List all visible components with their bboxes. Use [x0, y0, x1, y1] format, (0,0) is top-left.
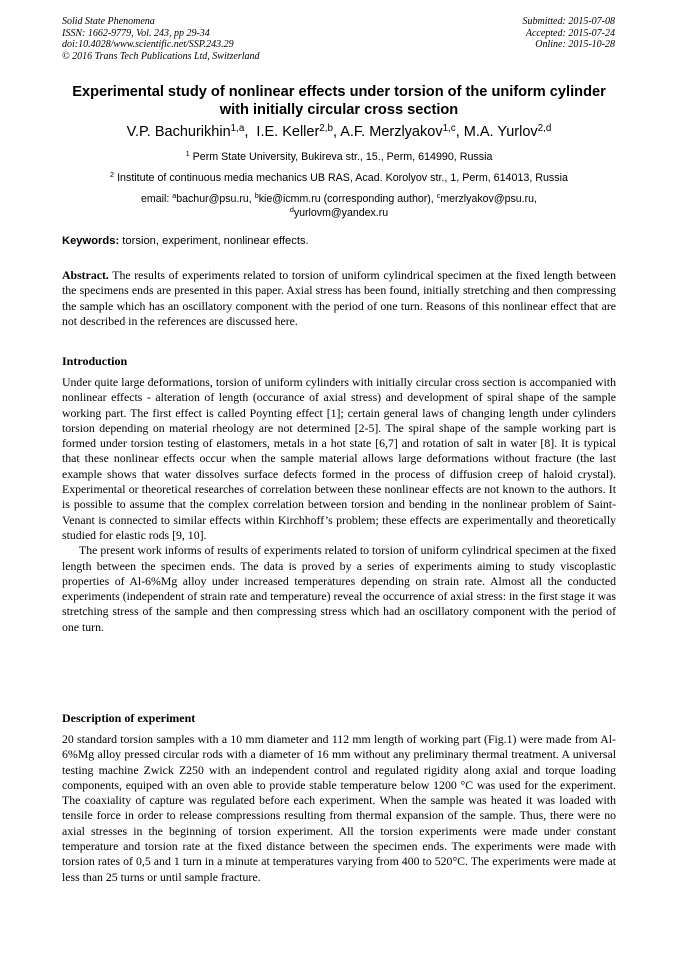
author-superscript: 1,c [442, 123, 456, 135]
abstract-label: Abstract. [62, 268, 109, 282]
journal-name: Solid State Phenomena [62, 16, 155, 27]
email-superscript: a [172, 191, 177, 201]
email-superscript: b [254, 191, 259, 201]
email-superscript: c [436, 191, 441, 201]
online-date: Online: 2015-10-28 [535, 39, 615, 51]
introduction-body [62, 375, 616, 635]
author-superscript: 2,b [319, 123, 333, 135]
keywords [62, 234, 616, 248]
journal-header [62, 16, 260, 62]
description-paragraph-1: 20 standard torsion samples with a 10 mm diameter and 112 mm length of working part (Fig.1) were made from Al-6%Mg alloy pressed circular rods with a diameter of 16 mm without any preliminary thermal treatment. A universal testing machine Zwick Z250 with an independent control and regulated rigidity along axial and torque loading components, equiped with an oven able to provide stable temperature below 1200 °C was used for the experiment. The coaxiality of capture was regulated before each experiment. When the sample was heated it was loaded with tensile force in order to release compressions resulting from thermal expansion of the sample. Thus, there were no axial stresses in the beginning of torsion experiment. All the torsion experiments were made under constant temperature and torsion rate at the fixed distance between the specimen ends. The experiments were made with torsion rates of 0,5 and 1 turn in a minute at temperatures varying from 400 to 520°C. The experiments were made at less than 25 turns or until sample fracture. [62, 732, 616, 884]
abstract [62, 268, 616, 329]
accepted-date: Accepted: 2015-07-24 [525, 27, 615, 39]
submitted-date: Submitted: 2015-07-08 [522, 16, 615, 27]
paper-title: Experimental study of nonlinear effects under torsion of the uniform cylinder with initially circular cross section [72, 84, 606, 118]
email-b[interactable]: kie@icmm.ru (corresponding author), [258, 193, 437, 205]
email-d[interactable]: yurlovm@yandex.ru [293, 207, 389, 219]
journal-doi: doi:10.4028/www.scientific.net/SSP.243.29 [62, 39, 234, 51]
author-name: V.P. Bachurikhin [126, 124, 231, 140]
description-body [62, 732, 616, 885]
affiliation-1 [40, 150, 638, 164]
author-list: V.P. Bachurikhin$^{1,a}$, I.E. Keller$^{2,b}$, A.F. Merzlyakov$^{1,c}$, M.A. Yurlov$^{2,d}$ [126, 123, 552, 140]
affiliation-text: Perm State University, Bukireva str., 15., Perm, 614990, Russia [192, 151, 493, 163]
affiliation-superscript: 2 [110, 170, 115, 180]
affiliation-superscript: 1 [185, 149, 190, 159]
author-name: A.F. Merzlyakov [340, 124, 443, 140]
keywords-text: torsion, experiment, nonlinear effects. [119, 235, 309, 247]
email-a[interactable]: bachur@psu.ru, [176, 193, 255, 205]
email-c[interactable]: merzlyakov@psu.ru, [440, 193, 537, 205]
journal-copyright: © 2016 Trans Tech Publications Ltd, Switzerland [62, 50, 260, 62]
keywords-label: Keywords: [62, 235, 120, 247]
email-list [62, 192, 616, 220]
abstract-text: The results of experiments related to torsion of uniform cylindrical specimen at the fixed length between the specimens ends are presented in this paper. Axial stress has been found, initially stretching and then compressing the sample which has an oscillatory component with the period of one turn. Reasons of this nonlinear effect that are not described in the references are discussed here. [62, 268, 616, 328]
affiliation-text: Institute of continuous media mechanics UB RAS, Acad. Korolyov str., 1, Perm, 614013, Russia [117, 172, 568, 184]
journal-issn: ISSN: 1662-9779, Vol. 243, pp 29-34 [62, 27, 210, 39]
author-name: M.A. Yurlov [463, 124, 538, 140]
introduction-paragraph-2: The present work informs of results of experiments related to torsion of uniform cylindrical specimen at the fixed length between the specimen ends. The data is proved by a series of experiments aiming to study viscoplastic properties of Al-6%Mg alloy under increased temperatures depending on strain rate. Almost all the conducted experiments (independent of strain rate and temperature) reveal the occurrence of axial stress: in the first stage it was stretching stress of the sample and then compressing stress which had an oscillatory component with the period of one turn. [62, 543, 616, 634]
introduction-paragraph-1: Under quite large deformations, torsion of uniform cylinders with initially circular cross section is accompanied with nonlinear effects - alteration of length (occurance of axial stress) and development of spiral shape of the sample working part. The first effect is called Poynting effect [1]; certain general laws of changing length under cylinders torsion depending on material rheology are not determined [2-5]. The spiral shape of the sample working part is formed under torsion testing of elastomers, metals in a hot state [6,7] and rotation of salt in water [8]. It is typical that these nonlinear effects occur when the sample material allows large deformations without fracture (the last example shows that water dissolves surface defects formed in the process of diffusion creep of haloid crystal). Experimental or theoretical researches of correlation between these nonlinear effects are not known to the authors. It is possible to assume that the complex correlation between torsion and bending in the nonlinear problem of Saint-Venant is connected to similar effects within Kirchhoff’s problem; these effects are experimentally and theoretically studied for elastic rods [9, 10]. [62, 375, 616, 542]
introduction-heading: Introduction [62, 354, 128, 368]
email-superscript: d [289, 205, 294, 215]
author-name: I.E. Keller [256, 124, 320, 140]
affiliation-2 [40, 171, 638, 185]
author-superscript: 1,a [230, 123, 245, 135]
author-superscript: 2,d [537, 123, 552, 135]
dates-header [523, 16, 616, 51]
email-label: email: [141, 193, 173, 205]
description-heading: Description of experiment [62, 711, 196, 725]
